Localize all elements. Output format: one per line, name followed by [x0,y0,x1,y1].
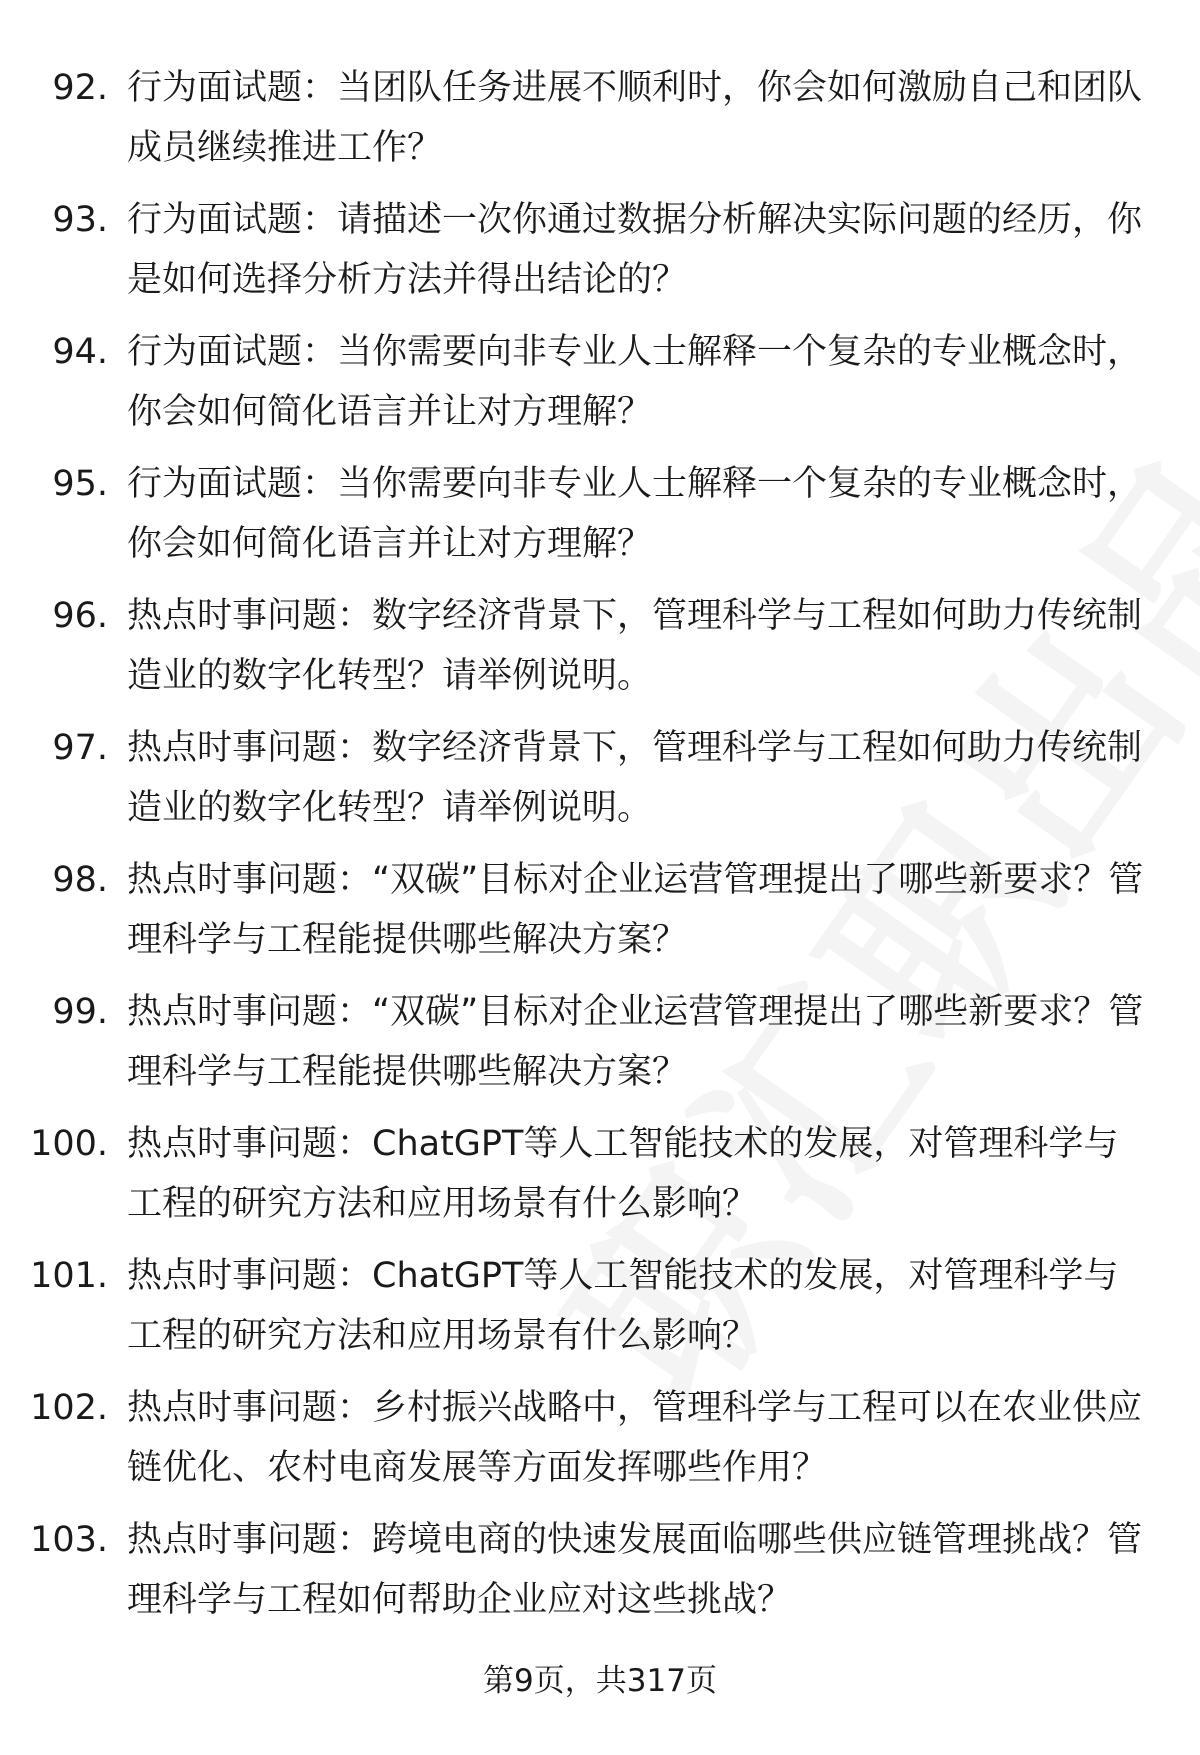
question-text: 热点时事问题：“双碳”目标对企业运营管理提出了哪些新要求？管理科学与工程能提供哪些解决方案？ [127,992,1144,1092]
question-text: 行为面试题：当你需要向非专业人士解释一个复杂的专业概念时，你会如何简化语言并让对方理解？ [127,464,1143,564]
question-number: 95. [52,464,108,504]
question-number: 92. [52,68,108,108]
page-footer [0,1656,1200,1706]
list-item [0,850,1200,982]
question-text: 热点时事问题：ChatGPT等人工智能技术的发展，对管理科学与工程的研究方法和应用场景有什么影响？ [127,1124,1119,1224]
question-number: 97. [52,728,108,768]
question-text: 热点时事问题：“双碳”目标对企业运营管理提出了哪些新要求？管理科学与工程能提供哪些解决方案？ [127,860,1144,960]
question-text: 热点时事问题：跨境电商的快速发展面临哪些供应链管理挑战？管理科学与工程如何帮助企业应对这些挑战？ [127,1520,1143,1620]
question-text: 行为面试题：请描述一次你通过数据分析解决实际问题的经历，你是如何选择分析方法并得出结论的？ [127,200,1143,300]
question-number: 98. [52,860,108,900]
question-text: 热点时事问题：数字经济背景下，管理科学与工程如何助力传统制造业的数字化转型？请举例说明。 [127,596,1143,696]
question-number: 102. [30,1388,108,1428]
list-item [0,718,1200,850]
question-list [0,58,1200,1642]
question-text: 行为面试题：当团队任务进展不顺利时，你会如何激励自己和团队成员继续推进工作？ [127,68,1143,168]
question-number: 94. [52,332,108,372]
list-item [0,1378,1200,1510]
question-text: 热点时事问题：数字经济背景下，管理科学与工程如何助力传统制造业的数字化转型？请举例说明。 [127,728,1143,828]
list-item [0,1510,1200,1642]
question-text: 行为面试题：当你需要向非专业人士解释一个复杂的专业概念时，你会如何简化语言并让对方理解？ [127,332,1143,432]
page-number-label: 第9页，共317页 [483,1663,717,1699]
list-item [0,322,1200,454]
list-item [0,586,1200,718]
question-number: 103. [30,1520,108,1560]
question-number: 99. [52,992,108,1032]
list-item [0,58,1200,190]
list-item [0,982,1200,1114]
question-text: 热点时事问题：ChatGPT等人工智能技术的发展，对管理科学与工程的研究方法和应用场景有什么影响？ [127,1256,1119,1356]
list-item [0,1246,1200,1378]
list-item [0,190,1200,322]
question-text: 热点时事问题：乡村振兴战略中，管理科学与工程可以在农业供应链优化、农村电商发展等方面发挥哪些作用？ [127,1388,1143,1488]
list-item [0,1114,1200,1246]
question-number: 101. [30,1256,108,1296]
question-number: 93. [52,200,108,240]
question-number: 96. [52,596,108,636]
list-item [0,454,1200,586]
question-number: 100. [30,1124,108,1164]
